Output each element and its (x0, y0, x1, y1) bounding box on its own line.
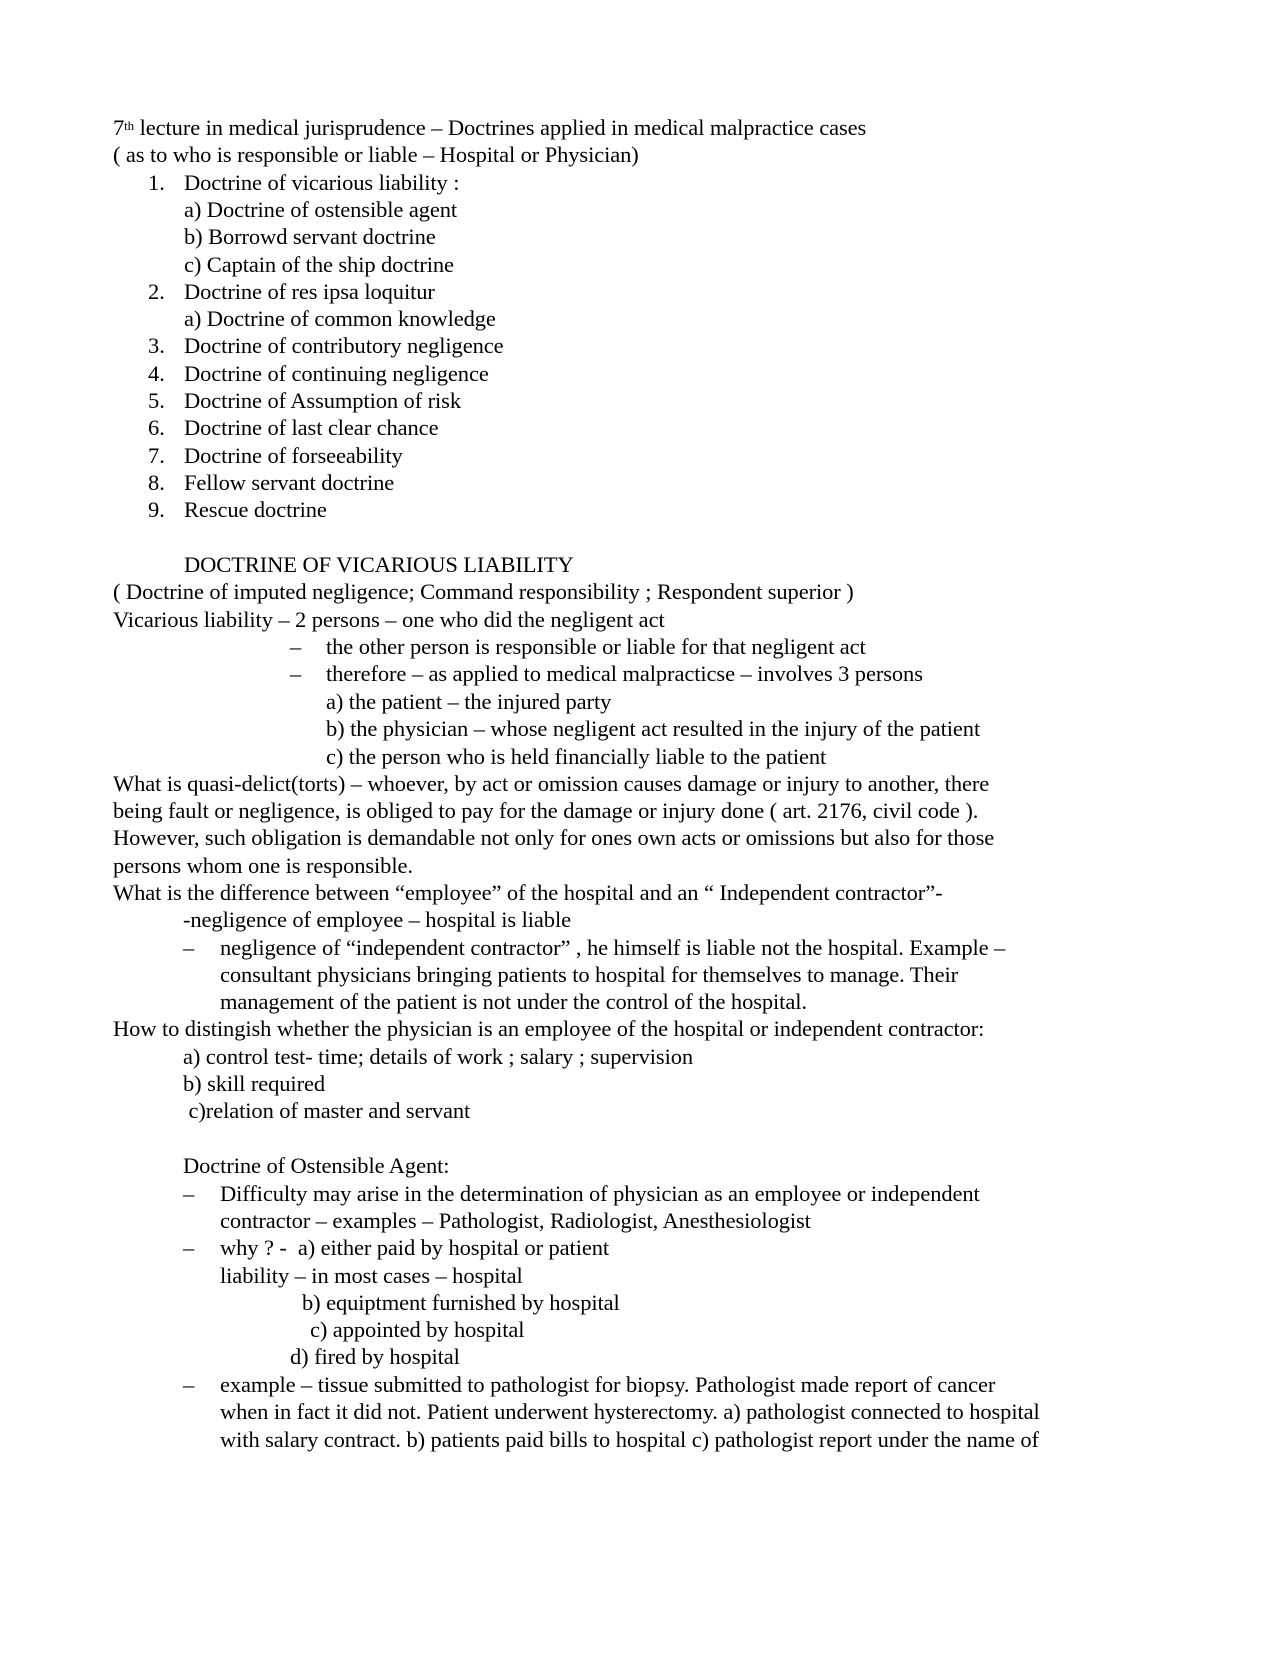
test-item: c)relation of master and servant (183, 1098, 471, 1123)
list-item: Doctrine of Assumption of risk (184, 388, 461, 413)
dash-bullet: – (183, 935, 195, 960)
document-title (113, 113, 866, 142)
list-number: 1. (148, 170, 165, 195)
ostensible-line: d) fired by hospital (290, 1344, 460, 1369)
example-line: with salary contract. b) patients paid bills to hospital c) pathologist report under the name of (220, 1427, 1039, 1452)
list-item: Doctrine of continuing negligence (184, 361, 489, 386)
test-item: b) skill required (183, 1071, 326, 1096)
list-subitem: c) Captain of the ship doctrine (184, 252, 454, 277)
list-number: 4. (148, 361, 165, 386)
section-heading-vicarious-liability: DOCTRINE OF VICARIOUS LIABILITY (184, 552, 574, 577)
list-number: 7. (148, 443, 165, 468)
person-item: c) the person who is held financially liable to the patient (326, 744, 827, 769)
dash-item: therefore – as applied to medical malpracticse – involves 3 persons (326, 661, 923, 686)
list-item: Doctrine of forseeability (184, 443, 403, 468)
paragraph-line: being fault or negligence, is obliged to pay for the damage or injury done ( art. 2176, civil code ). (113, 798, 979, 823)
title-ordinal: 7 (113, 115, 125, 140)
list-subitem: a) Doctrine of common knowledge (184, 306, 496, 331)
ostensible-line: liability – in most cases – hospital (220, 1263, 523, 1288)
person-item: a) the patient – the injured party (326, 689, 612, 714)
vicarious-aka: ( Doctrine of imputed negligence; Command responsibility ; Respondent superior ) (113, 579, 854, 604)
ostensible-line: contractor – examples – Pathologist, Radiologist, Anesthesiologist (220, 1208, 811, 1233)
contractor-line: management of the patient is not under the control of the hospital. (220, 989, 807, 1014)
dash-bullet: – (290, 661, 302, 686)
title-superscript: th (124, 118, 135, 133)
example-line: example – tissue submitted to pathologist for biopsy. Pathologist made report of cancer (220, 1372, 996, 1397)
dash-item: the other person is responsible or liable for that negligent act (326, 634, 866, 659)
dash-bullet: – (290, 634, 302, 659)
ostensible-line: Difficulty may arise in the determination of physician as an employee or independent (220, 1181, 980, 1206)
document-subtitle: ( as to who is responsible or liable – Hospital or Physician) (113, 142, 639, 167)
contractor-line: negligence of “independent contractor” , he himself is liable not the hospital. Example – (220, 935, 1006, 960)
section-heading-ostensible-agent: Doctrine of Ostensible Agent: (183, 1153, 450, 1178)
ostensible-line: why ? - a) either paid by hospital or patient (220, 1235, 610, 1260)
ostensible-line: c) appointed by hospital (310, 1317, 525, 1342)
dash-bullet: – (183, 1372, 195, 1397)
list-item: Fellow servant doctrine (184, 470, 395, 495)
list-subitem: a) Doctrine of ostensible agent (184, 197, 458, 222)
list-number: 8. (148, 470, 165, 495)
vicarious-intro: Vicarious liability – 2 persons – one who did the negligent act (113, 607, 665, 632)
title-text: lecture in medical jurisprudence – Doctrines applied in medical malpractice cases (134, 115, 867, 140)
list-number: 2. (148, 279, 165, 304)
test-item: a) control test- time; details of work ; salary ; supervision (183, 1044, 694, 1069)
example-line: when in fact it did not. Patient underwent hysterectomy. a) pathologist connected to hospital (220, 1399, 1040, 1424)
paragraph-line: persons whom one is responsible. (113, 853, 413, 878)
list-item: Doctrine of contributory negligence (184, 333, 504, 358)
paragraph-line: What is quasi-delict(torts) – whoever, by act or omission causes damage or injury to another, there (113, 771, 990, 796)
list-number: 9. (148, 497, 165, 522)
dash-bullet: – (183, 1235, 195, 1260)
employee-line: -negligence of employee – hospital is liable (183, 907, 571, 932)
ostensible-line: b) equiptment furnished by hospital (302, 1290, 620, 1315)
list-item: Rescue doctrine (184, 497, 327, 522)
list-item: Doctrine of res ipsa loquitur (184, 279, 435, 304)
list-item: Doctrine of last clear chance (184, 415, 439, 440)
contractor-line: consultant physicians bringing patients to hospital for themselves to manage. Their (220, 962, 959, 987)
difference-question: What is the difference between “employee” of the hospital and an “ Independent contractor”- (113, 880, 943, 905)
list-item: Doctrine of vicarious liability : (184, 170, 460, 195)
person-item: b) the physician – whose negligent act resulted in the injury of the patient (326, 716, 981, 741)
list-number: 6. (148, 415, 165, 440)
distinguish-question: How to distingish whether the physician is an employee of the hospital or independent contractor: (113, 1016, 985, 1041)
paragraph-line: However, such obligation is demandable not only for ones own acts or omissions but also for those (113, 825, 995, 850)
list-subitem: b) Borrowd servant doctrine (184, 224, 436, 249)
list-number: 3. (148, 333, 165, 358)
dash-bullet: – (183, 1181, 195, 1206)
list-number: 5. (148, 388, 165, 413)
